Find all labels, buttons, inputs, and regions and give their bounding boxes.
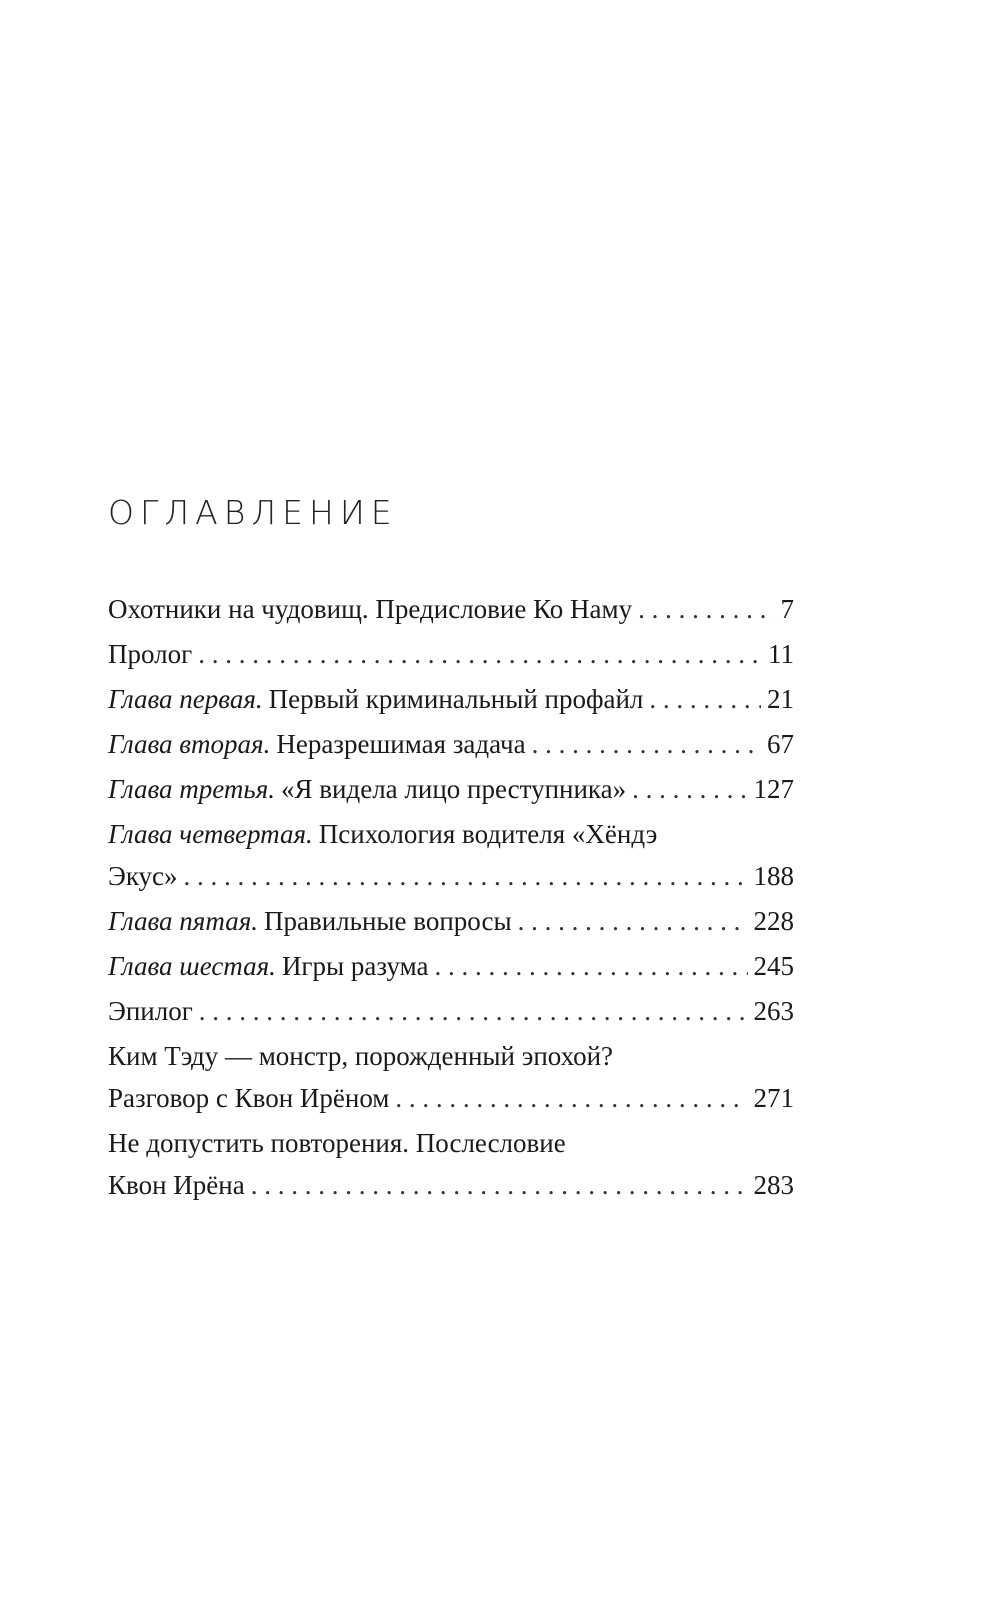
toc-entry[interactable] xyxy=(108,768,794,810)
toc-entry[interactable] xyxy=(108,1035,794,1119)
toc-entry-title: Охотники на чудовищ. Предисловие Ко Наму xyxy=(108,594,633,624)
toc-entry[interactable] xyxy=(108,633,794,675)
toc-entry[interactable] xyxy=(108,678,794,720)
toc-page-number: 228 xyxy=(753,906,794,936)
dot-leader xyxy=(518,900,748,942)
chapter-label: Глава четвертая. xyxy=(108,819,313,849)
toc-entry-title-line1: Психология водителя «Хёндэ xyxy=(318,819,658,849)
toc-page-number: 283 xyxy=(753,1170,794,1200)
dot-leader xyxy=(184,855,748,897)
toc-page-number: 7 xyxy=(780,594,794,624)
toc-page-number: 263 xyxy=(753,996,794,1026)
toc-entry[interactable] xyxy=(108,723,794,765)
toc-page-number: 11 xyxy=(768,639,794,669)
toc-entry-title: Пролог xyxy=(108,639,193,669)
dot-leader xyxy=(649,678,761,720)
toc-page-number: 67 xyxy=(767,729,794,759)
dot-leader xyxy=(532,723,761,765)
toc-entry[interactable] xyxy=(108,990,794,1032)
toc-entry-title: Неразрешимая задача xyxy=(276,729,526,759)
chapter-label: Глава вторая. xyxy=(108,729,271,759)
toc-entry-title: Первый криминальный профайл xyxy=(268,684,644,714)
toc-entry-title-line1: Ким Тэду — монстр, порожденный эпохой? xyxy=(108,1041,614,1071)
dot-leader xyxy=(198,633,762,675)
toc-entry[interactable] xyxy=(108,1122,794,1206)
toc-list xyxy=(108,588,794,1209)
toc-page-number: 271 xyxy=(753,1083,794,1113)
toc-entry[interactable] xyxy=(108,588,794,630)
toc-heading: ОГЛАВЛЕНИЕ xyxy=(108,493,398,532)
toc-entry[interactable] xyxy=(108,900,794,942)
dot-leader xyxy=(199,990,748,1032)
toc-entry-title: Эпилог xyxy=(108,996,193,1026)
chapter-label: Глава пятая. xyxy=(108,906,258,936)
toc-entry-title: «Я видела лицо преступника» xyxy=(281,774,627,804)
toc-entry[interactable] xyxy=(108,813,794,897)
toc-entry-title: Квон Ирёна xyxy=(108,1170,245,1200)
toc-entry-title: Разговор с Квон Ирёном xyxy=(108,1083,390,1113)
chapter-label: Глава первая. xyxy=(108,684,263,714)
dot-leader xyxy=(251,1164,748,1206)
toc-entry-title-line1: Не допустить повторения. Послесловие xyxy=(108,1128,566,1158)
toc-page-number: 127 xyxy=(753,774,794,804)
chapter-label: Глава третья. xyxy=(108,774,276,804)
chapter-label: Глава шестая. xyxy=(108,951,276,981)
toc-entry-title: Правильные вопросы xyxy=(264,906,512,936)
toc-entry-title: Игры разума xyxy=(281,951,429,981)
dot-leader xyxy=(395,1077,747,1119)
dot-leader xyxy=(435,945,748,987)
dot-leader xyxy=(632,768,747,810)
toc-entry-title: Экус» xyxy=(108,861,178,891)
toc-entry[interactable] xyxy=(108,945,794,987)
toc-page-number: 188 xyxy=(753,861,794,891)
toc-page-number: 245 xyxy=(753,951,794,981)
dot-leader xyxy=(638,588,774,630)
toc-page-number: 21 xyxy=(767,684,794,714)
